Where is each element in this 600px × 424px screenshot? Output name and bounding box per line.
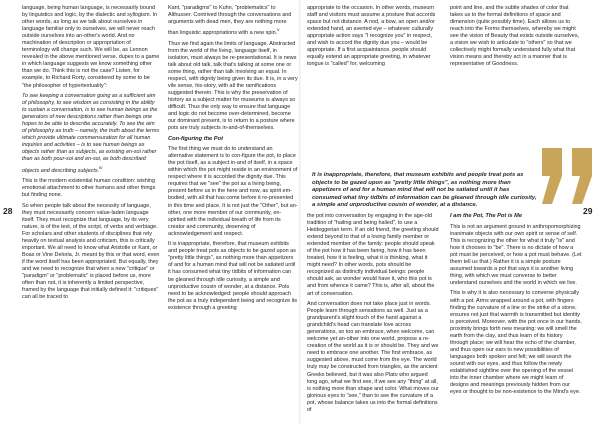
page-number-left: 28: [3, 206, 13, 216]
right-page-column-1-bottom: [307, 213, 439, 417]
paragraph: This is not an argument ground in anthropomorphizing inanimate objects with our own spirit or sense of self. This is recognizing the other for what it truly "is" and how it chooses to "be". There is no dictate of how a pot must be perceived, or how a pot must behave. (Let them tell us that.) Rather it is a simple posture assumed towards a pot that says it is another living thing, with which we must converse to better understand ourselves and the world in which we live.: [450, 223, 582, 286]
paragraph: appropriate to the occasion. In other words, museum staff and visitors must assume a posture that accords space but not distance. A nod, a bow, an open and/or extended hand, an averted eye – whatever culturally appropriate action says "I recognize you" in respect, and wish to accord the dignity due you – would be appropriate. If a first acquaintance, people should equally extend an appropriate greeting, in whatever tongue is "called" for, welcoming: [307, 5, 436, 68]
left-page-column-1: [22, 5, 160, 305]
pull-quote: It is inappropriate, therefore, that museum exhibits and people treat pots as objects to be gazed upon as "pretty little things", as nothing more than appetizers of and for a human mind that will not be satiated until it has consumed what tiny tidbits of information can be gleaned through idle curiosity, a simple and unproductive cousin of wonder, at a distance.: [312, 172, 537, 209]
block-quote-text: To see keeping a conversation going as a sufficient aim of philosophy, to see wisdom as consisting in the ability to sustain a conversation, is to see human beings as the generators of new descriptions rather than beings one hopes to be able to describe accurately. To see the aim of philosophy as truth – namely, the truth about the terms which provide ultimate commensuration for all human inquiries and activities – is to see human beings as objects rather than as subjects, as existing en-soi rather than as both pour-soi and en-soi, as both described objects and describing subjects.: [22, 93, 160, 174]
endnote-marker: iv: [99, 164, 103, 170]
section-heading: Con-figuring the Pot: [168, 135, 223, 142]
block-quote: [22, 93, 160, 174]
page-gutter: [299, 0, 301, 424]
left-page-column-2: [168, 5, 298, 315]
paragraph: So when people talk about the necessity of language, they must necessarily concern value-laden language itself. They must recognize that language, by its very nature, is of the text, of the script, of verbs and verbiage. For scholars and other students of disciplines that rely heavily on textual analysis and criticism, this is critically important. We all need to know what Aristotle or Kant, or Boas or Vine Deloria, Jr. meant by this or that word, even if the word itself has been appropriated. But equally, they and we need to recognize that when a new "critique" or "paradigm" or "problematic" is placed before us, more often than not, it is inherently a limited perspective, framed by the language that initially defined it: "critiques" can all be traced to: [22, 202, 160, 301]
right-page-column-2-bottom: [450, 213, 582, 400]
page-number-right: 29: [583, 206, 593, 216]
paragraph: The first thing we must do to understand an alternative statement is to con-figure the pot, to place the pot itself, as a subject in-and of itself, in a space within which the pot might reside in an environment of respect where it is accorded the dignity due. This requires that we "see" the pot as a living being, present before us in the here and now, as spirit em-bodied, with all that has come before it re-presented in this time and place. It is not just the "Other", but an-other, one more member of our community, en-spirited with the individual breath of life from its creator and community, deserving of acknowledgement and respect.: [168, 146, 298, 237]
paragraph-text: Kant, "paradigms" to Kuhn, "problematics" to Althusser. Contrived through the conversations and arguments with dead men, they are nothing more than linguistic appropriations with a new spin.: [168, 5, 292, 36]
paragraph: And conversation does not take place just in words. People learn through sensations as well. Just as a grandparent's slight touch of the hand against a grandchild's head can translate love across generations, so too an embrace, when welcome, can welcome yet an-other into one world, propose a re-creation of the world as it is or should be. They and we need to embrace one another. The first embrace, as suggested above, must come from the eye. The world truly may be constructed from triangles, as the ancient Greeks believed, but it was also Plato who argued long ago, what we first see, if we see any "thing" at all, is nothing more than shape and color. What moves our glorious eyes to "see," than to see the curvature of a pot, whose balance takes us into the formal definitions of: [307, 301, 439, 413]
paragraph: language, being human language, is necessarily bound by linguistics and logic, by the dialectic and syllogism. In other words, as long as we talk about ourselves in language familiar only to ourselves, we will never reach outside ourselves into an-other's world. And no machination of description or appropriation of terminology will change such. We will be, as Lennon revealed in the above mentioned verse, dupes to a game in which language suggests we know something other than we do. Think this is not the case? Listen, for example, to Richard Rorty, considered by some to be "the philosopher of hypertextuality":: [22, 5, 160, 89]
section-heading: I am the Pot, The Pot is Me: [450, 213, 523, 219]
right-page-column-2-top: [450, 5, 582, 165]
closing-quote-mark-icon: [538, 142, 600, 210]
paragraph: It is inappropriate, therefore, that museum exhibits and people treat pots as objects to be gazed upon as "pretty little things", as nothing more than appetizers of and for a human mind that will not be satiated until it has consumed what tiny tidbits of information can be gleaned through idle curiosity, a simple and unproductive cousin of wonder, at a distance. Pots need to be acknowledged: people should approach the pot as a truly independent being and recognize its existence through a greeting: [168, 241, 298, 311]
paragraph: This is why it is also necessary to converse physically with a pot. Arms wrapped around a pot, with fingers finding the curvature of a line or the strike of a stone, ensures not just that warmth is transmitted but identity is perceived. Moreover, with the pot once in our hands, proximity brings forth new meaning: we will smell the earth from the clay, and thus learn of its history through place; we will hear the echo of the chamber, and thus open our ears to new possibilities of languages both spoken and felt; we will search the sound with our eyes, and thus follow the newly established sightline over the opening of the vessel into the inner chamber where we might learn of designs and meanings previously hidden from our eyes or thought to be non-existence to the Mind's eye.: [450, 290, 582, 396]
paragraph: This is the modern existential human condition: wishing emotional attachment to other humans and other things but finding none.: [22, 177, 156, 198]
paragraph: Thus we find again the limits of language. Abstracted from the world of the living, language itself, in isolation, must always be re-presentational. It is news talk about old talk, talk that's talking at some one or some thing, rather than talk involving an equal. In respect, with dignity being given its due. It is, in a very vile sense, his-story, with all the ramifications suggested therein. This is why the preservation of history as a subject matter for museums is always so difficult. Thus the only way to ensure that language and logic do not become over-determined, become our dominant present, is to return to a posture where pots are truly subjects in-and-of-themselves.: [168, 40, 298, 132]
endnote-marker: v: [277, 27, 280, 33]
paragraph: the pot into conversation by engaging in the age-old tradition of "hailing and being hailed", to use a Heideggerian term. If an old friend, the greeting should extend beyond to that of a loving family member or extended member of the family: people should speak of the pot how it has been faring, how it has been treated, how it is feeling, what it is thinking, what it might need? In other words, pots should be recognized as distinctly individual beings: people should ask, as wonder would have it, who this pot is and from whence it came? This is, after all, about the art of conversation.: [307, 213, 439, 297]
paragraph: [168, 5, 298, 37]
right-page-column-1-top: [307, 5, 439, 165]
paragraph: point and line, and the subtle shades of color that takes us to the formal definitions of space and dimension (quite possibly time). Each allows us to reach into the Forms themselves, whereby we might see the vision of Beauty that exists outside ourselves, a vision we wish to articulate to "others" so that we collectively might formally understand fully what that vision means and thereby act in a manner that is representative of Goodness.: [450, 5, 580, 68]
